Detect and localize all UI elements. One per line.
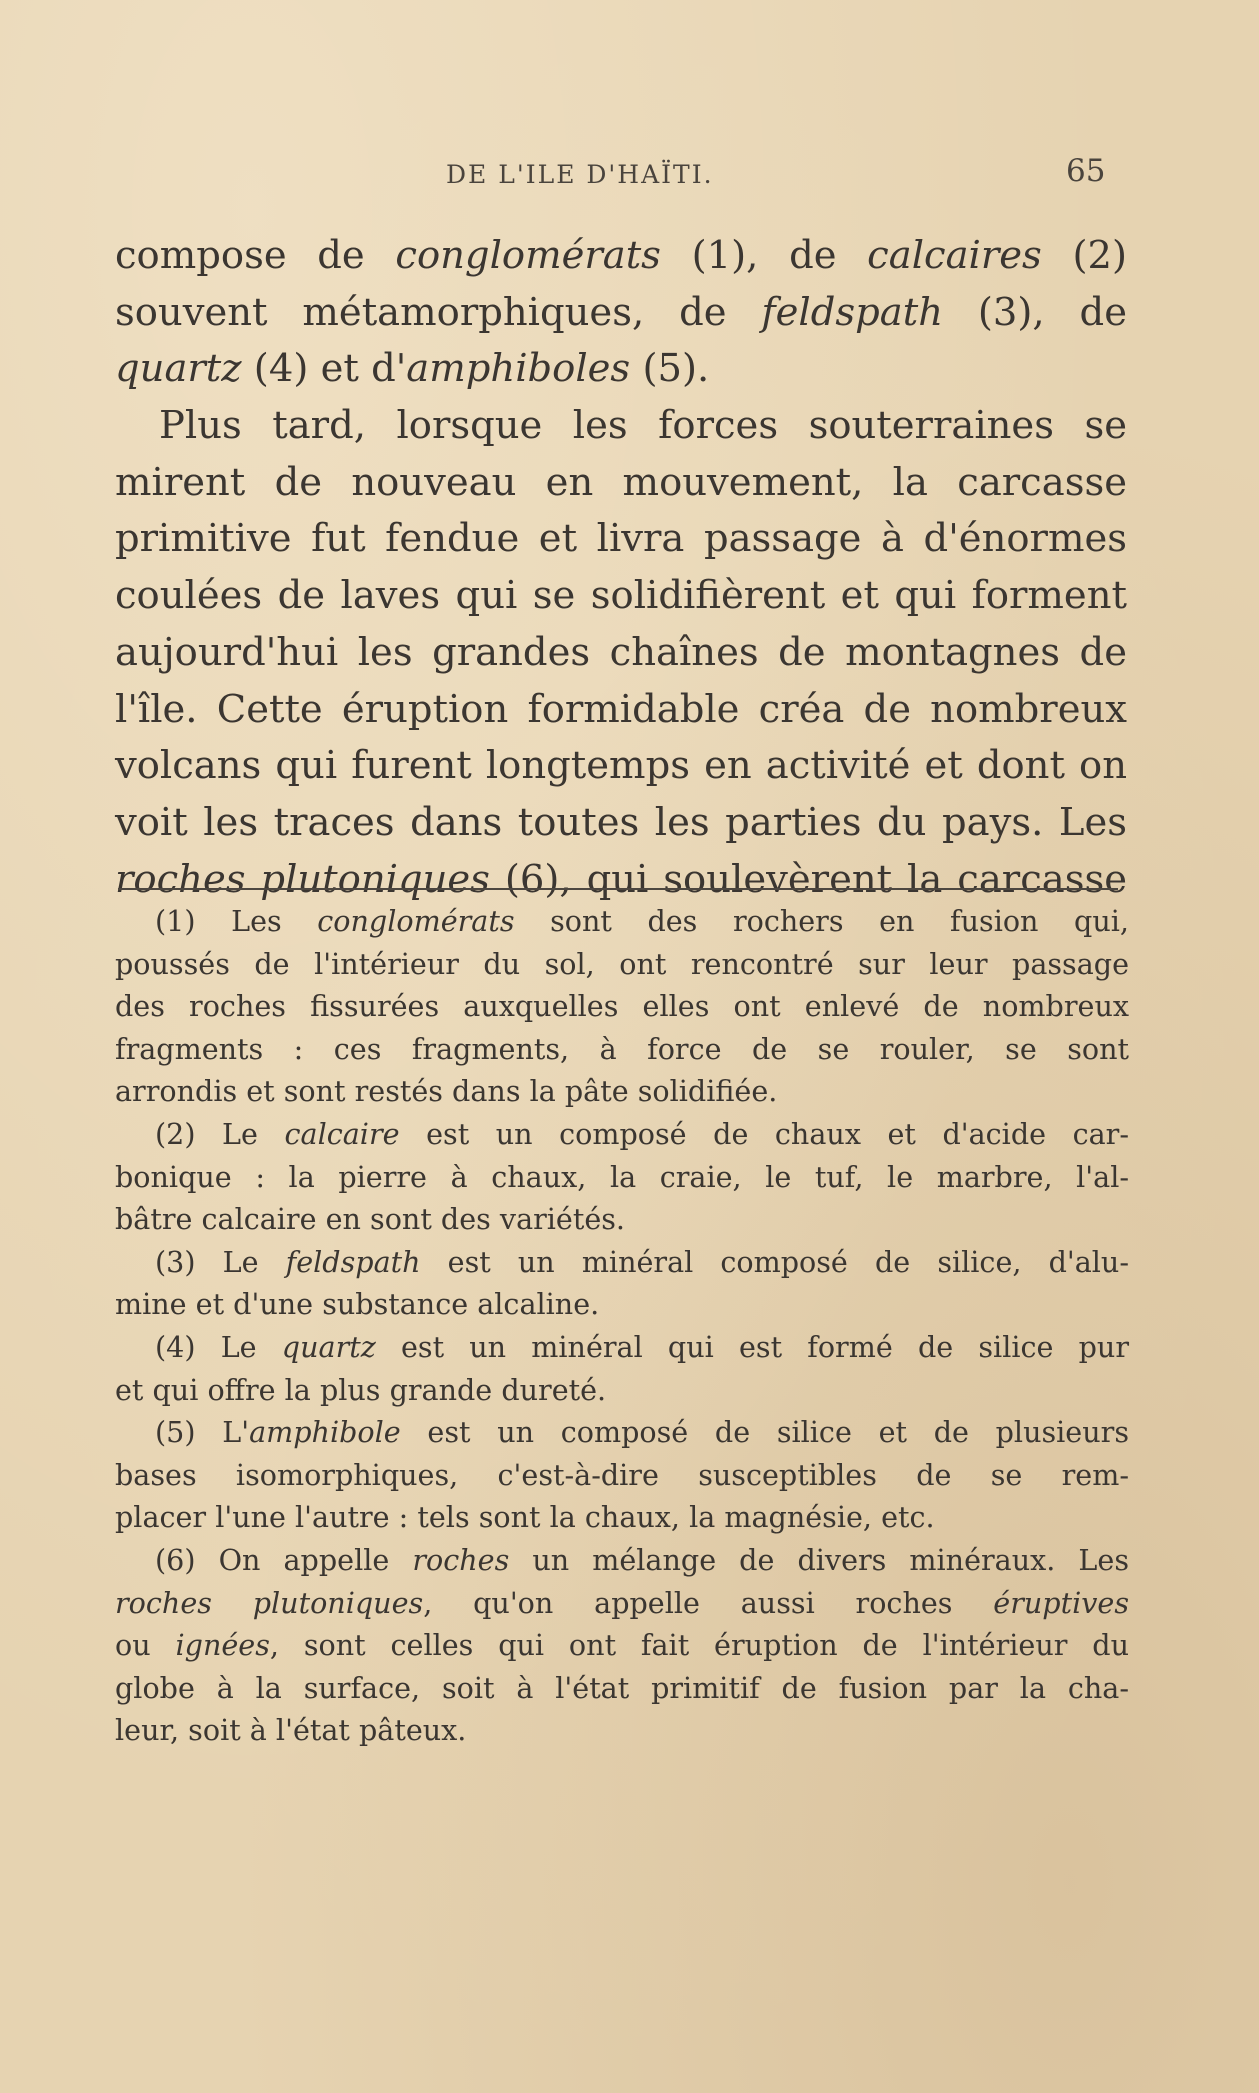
term-calcaires: calcaires bbox=[867, 233, 1042, 278]
term-roches-plutoniques: roches plutoniques bbox=[115, 856, 490, 902]
footnote-line: bases isomorphiques, c'est-à-dire susceptibles de se rem- bbox=[115, 1457, 1129, 1492]
footnote-line: mine et d'une substance alcaline. bbox=[115, 1287, 600, 1322]
footnote-line: poussés de l'intérieur du sol, ont rencontré sur leur passage bbox=[115, 946, 1129, 981]
text-line: coulées de laves qui se solidifièrent et qui forment bbox=[115, 573, 1127, 619]
term-quartz: quartz bbox=[115, 346, 242, 392]
running-title: DE L'ILE D'HAÏTI. bbox=[446, 160, 714, 189]
text-line: compose de conglomérats (1), de calcaires (2) bbox=[115, 233, 1127, 278]
text-line: quartz (4) et d'amphiboles (5). bbox=[115, 346, 710, 392]
footnote-line: et qui offre la plus grande dureté. bbox=[115, 1372, 607, 1407]
footnote-6: (6) On appelle roches un mélange de divers minéraux. Les bbox=[155, 1542, 1129, 1577]
footnote-5: (5) L'amphibole est un composé de silice et de plusieurs bbox=[155, 1415, 1129, 1450]
footnote-line: arrondis et sont restés dans la pâte solidifiée. bbox=[115, 1074, 778, 1109]
footnote-line: ou ignées, sont celles qui ont fait éruption de l'intérieur du bbox=[115, 1628, 1129, 1663]
page-number: 65 bbox=[1066, 153, 1106, 189]
text-line: voit les traces dans toutes les parties du pays. Les bbox=[115, 799, 1127, 845]
term-amphiboles: amphiboles bbox=[406, 346, 631, 392]
footnotes bbox=[115, 900, 1129, 1752]
text-line: l'île. Cette éruption formidable créa de nombreux bbox=[115, 686, 1127, 732]
text-line: roches plutoniques (6), qui soulevèrent la carcasse bbox=[115, 856, 1128, 902]
footnote-line: bâtre calcaire en sont des variétés. bbox=[115, 1202, 626, 1237]
term-conglomerats: conglomérats bbox=[395, 233, 661, 278]
footnote-line: roches plutoniques, qu'on appelle aussi roches éruptives bbox=[115, 1585, 1129, 1620]
footnote-line: globe à la surface, soit à l'état primitif de fusion par la cha- bbox=[115, 1670, 1129, 1705]
footnote-line: des roches fissurées auxquelles elles ont enlevé de nombreux bbox=[115, 989, 1129, 1024]
text-line: aujourd'hui les grandes chaînes de montagnes de bbox=[115, 629, 1127, 675]
text-line: Plus tard, lorsque les forces souterraines se bbox=[159, 403, 1127, 449]
footnote-line: fragments : ces fragments, à force de se rouler, se sont bbox=[115, 1031, 1129, 1066]
text-line: souvent métamorphiques, de feldspath (3), de bbox=[115, 289, 1127, 335]
footnote-3: (3) Le feldspath est un minéral composé de silice, d'alu- bbox=[155, 1244, 1130, 1279]
footnote-rule bbox=[118, 888, 1118, 890]
footnote-line: bonique : la pierre à chaux, la craie, le tuf, le marbre, l'al- bbox=[115, 1159, 1129, 1194]
footnote-2: (2) Le calcaire est un composé de chaux et d'acide car- bbox=[155, 1116, 1130, 1151]
footnote-line: placer l'une l'autre : tels sont la chaux, la magnésie, etc. bbox=[115, 1500, 935, 1535]
main-text bbox=[115, 228, 1127, 908]
footnote-1: (1) Les conglomérats sont des rochers en fusion qui, bbox=[155, 904, 1130, 938]
text-line: mirent de nouveau en mouvement, la carcasse bbox=[115, 459, 1127, 505]
text-line: primitive fut fendue et livra passage à d'énormes bbox=[115, 516, 1127, 562]
footnote-4: (4) Le quartz est un minéral qui est formé de silice pur bbox=[155, 1329, 1129, 1364]
text-line: volcans qui furent longtemps en activité et dont on bbox=[115, 743, 1127, 789]
footnote-line: leur, soit à l'état pâteux. bbox=[115, 1713, 467, 1748]
term-feldspath: feldspath bbox=[761, 289, 944, 335]
